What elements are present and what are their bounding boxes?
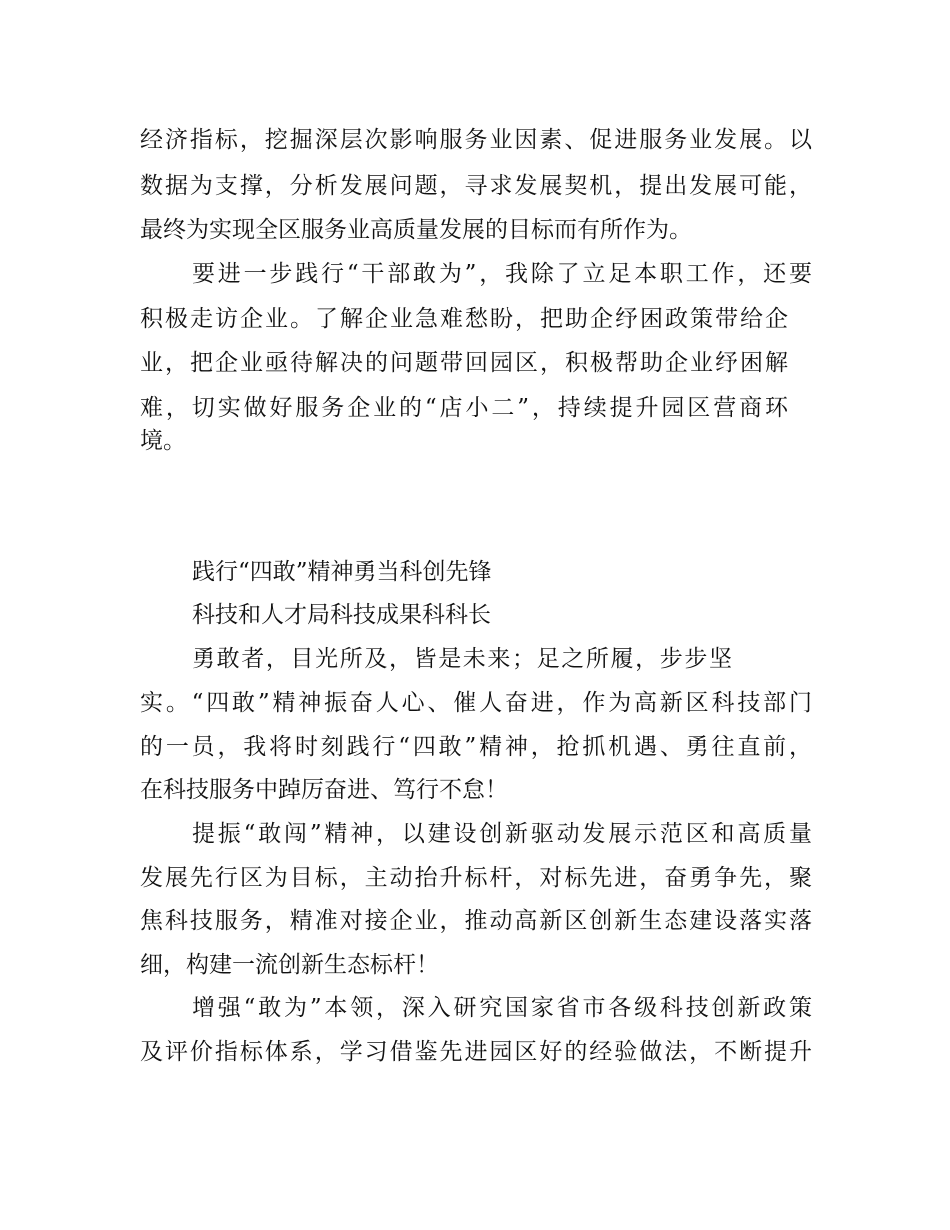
paragraph-line: 最终为实现全区服务业高质量发展的目标而有所作为。 — [140, 217, 692, 243]
paragraph-line: 发展先行区为目标，主动抬升标杆，对标先进，奋勇争先，聚 — [140, 865, 812, 891]
paragraph-line: 数据为支撑，分析发展问题，寻求发展契机，提出发展可能， — [140, 173, 812, 199]
article-title: 践行“四敢”精神勇当科创先锋 — [192, 559, 492, 585]
paragraph-line: 境。 — [140, 428, 186, 454]
paragraph-line: 实。“四敢”精神振奋人心、催人奋进，作为高新区科技部门 — [140, 690, 812, 716]
article-author: 科技和人才局科技成果科科长 — [192, 602, 491, 628]
paragraph-line: 积极走访企业。了解企业急难愁盼，把助企纾困政策带给企 — [140, 306, 788, 332]
paragraph-line: 及评价指标体系，学习借鉴先进园区好的经验做法，不断提升 — [140, 1039, 812, 1065]
paragraph-line: 在科技服务中踔厉奋进、笃行不怠！ — [140, 777, 508, 803]
paragraph-line: 要进一步践行“干部敢为”，我除了立足本职工作，还要 — [192, 261, 812, 287]
paragraph-line: 细，构建一流创新生态标杆！ — [140, 952, 439, 978]
paragraph-line: 提振“敢闯”精神，以建设创新驱动发展示范区和高质量 — [192, 821, 812, 847]
paragraph-line: 经济指标，挖掘深层次影响服务业因素、促进服务业发展。以 — [140, 127, 812, 153]
paragraph-line: 增强“敢为”本领，深入研究国家省市各级科技创新政策 — [192, 995, 812, 1021]
paragraph-line: 难，切实做好服务企业的“店小二”，持续提升园区营商环 — [140, 395, 788, 421]
paragraph-line: 勇敢者，目光所及，皆是未来；足之所履，步步坚 — [192, 646, 732, 672]
paragraph-line: 业，把企业亟待解决的问题带回园区，积极帮助企业纾困解 — [140, 350, 788, 376]
paragraph-line: 的一员，我将时刻践行“四敢”精神，抢抓机遇、勇往直前， — [140, 734, 812, 760]
paragraph-line: 焦科技服务，精准对接企业，推动高新区创新生态建设落实落 — [140, 908, 812, 934]
